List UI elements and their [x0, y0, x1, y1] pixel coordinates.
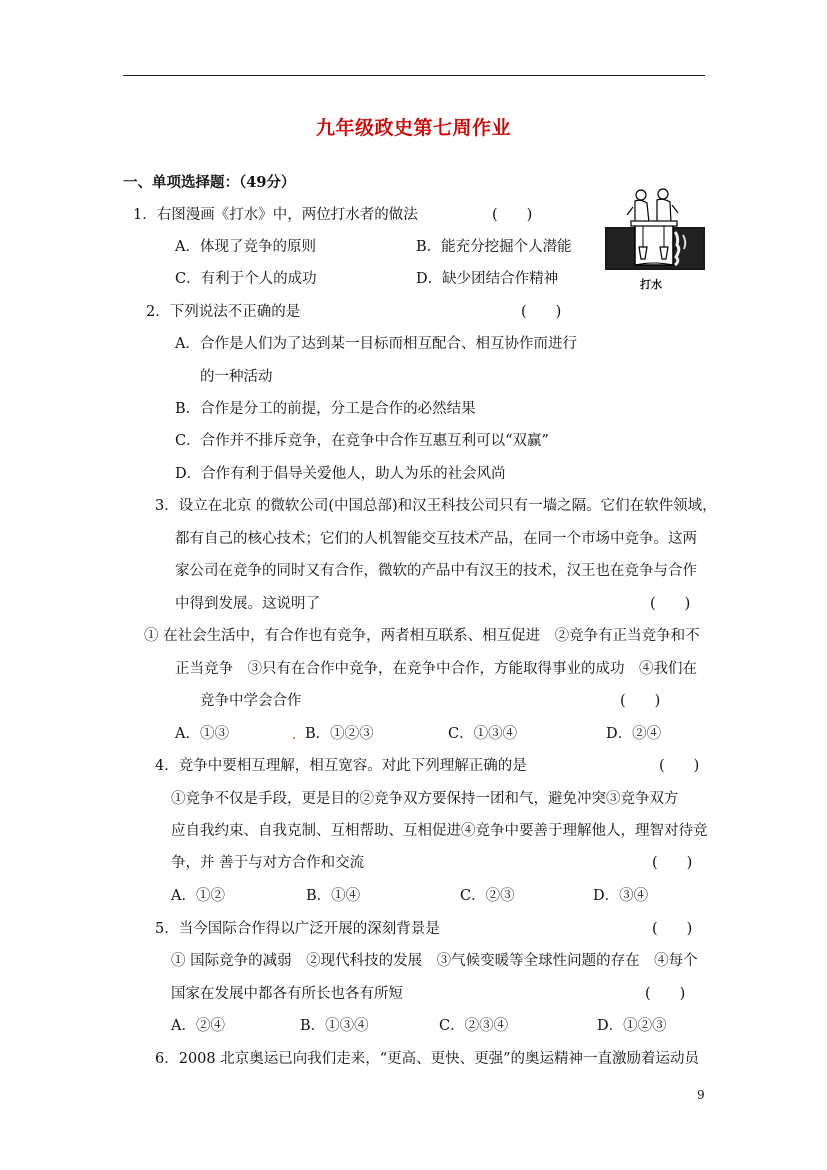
stray-dot — [293, 737, 295, 739]
question-4-stem: 4．竞争中要相互理解，相互宽容。对此下列理解正确的是 — [155, 758, 527, 774]
question-2-option-b: B．合作是分工的前提，分工是合作的必然结果 — [175, 401, 476, 417]
question-3-option-a: A．①③ — [175, 726, 229, 742]
water-fetching-cartoon-image — [605, 187, 705, 270]
question-3-statements-line3: 竞争中学会合作 — [200, 693, 302, 709]
question-2-option-a-line1: A．合作是人们为了达到某一目标而相互配合、相互协作而进行 — [175, 336, 577, 352]
question-4-option-d: D．③④ — [593, 888, 649, 904]
question-5-option-b: B．①③④ — [300, 1018, 369, 1034]
question-3-option-c: C．①③④ — [448, 726, 518, 742]
page-number: 9 — [697, 1088, 705, 1102]
question-4-line3: 争，并 善于与对方合作和交流 — [171, 855, 365, 871]
question-3-statements-paren: ( ) — [620, 693, 661, 709]
question-2-answer-paren: ( ) — [521, 304, 562, 320]
question-1-option-a: A．体现了竞争的原则 — [175, 239, 316, 255]
question-1-option-b: B．能充分挖掘个人潜能 — [416, 239, 572, 255]
question-3-line2: 都有自己的核心技术；它们的人机智能交互技术产品，在同一个市场中竞争。这两 — [175, 531, 697, 547]
question-1-answer-paren: ( ) — [492, 207, 533, 223]
question-3-line4: 中得到发展。这说明了 — [175, 596, 320, 612]
question-2-option-c: C．合作并不排斥竞争，在竞争中合作互惠互利可以“双赢” — [175, 433, 549, 449]
section-heading: 一、单项选择题：（49分） — [123, 174, 296, 191]
question-6-stem: 6．2008 北京奥运已向我们走来，“更高、更快、更强”的奥运精神一直激励着运动员 — [155, 1051, 700, 1067]
question-5-statements-paren: ( ) — [645, 986, 686, 1002]
question-5-stem: 5．当今国际合作得以广泛开展的深刻背景是 — [155, 921, 440, 937]
question-3-answer-paren: ( ) — [650, 596, 691, 612]
question-1-option-c: C．有利于个人的成功 — [175, 271, 317, 287]
question-4-line2: 应自我约束、自我克制、互相帮助、互相促进④竞争中要善于理解他人，理智对待竞 — [171, 823, 708, 839]
question-5-line2: 国家在发展中都各有所长也各有所短 — [171, 986, 403, 1002]
question-4-answer-paren: ( ) — [659, 758, 700, 774]
question-1-option-d: D．缺少团结合作精神 — [416, 271, 559, 287]
question-2-stem: 2．下列说法不正确的是 — [146, 304, 301, 320]
question-5-option-c: C．②③④ — [439, 1018, 509, 1034]
question-3-statements-line1: ① 在社会生活中，有合作也有竞争，两者相互联系、相互促进 ②竞争有正当竞争和不 — [144, 628, 700, 644]
question-4-option-c: C．②③ — [460, 888, 515, 904]
question-5-option-d: D．①②③ — [597, 1018, 667, 1034]
question-5-option-a: A．②④ — [171, 1018, 225, 1034]
question-5-answer-paren: ( ) — [652, 921, 693, 937]
page-title: 九年级政史第七周作业 — [315, 117, 511, 139]
question-2-option-d: D．合作有利于倡导关爱他人，助人为乐的社会风尚 — [175, 466, 506, 482]
header-rule — [123, 75, 705, 76]
question-3-option-b: B．①②③ — [305, 726, 374, 742]
question-4-option-a: A．①② — [171, 888, 225, 904]
question-4-option-b: B．①④ — [306, 888, 361, 904]
question-4-statements-paren: ( ) — [652, 855, 693, 871]
question-5-line1: ① 国际竞争的减弱 ②现代科技的发展 ③气候变暖等全球性问题的存在 ④每个 — [171, 953, 698, 969]
question-3-statements-line2: 正当竞争 ③只有在合作中竞争，在竞争中合作，方能取得事业的成功 ④我们在 — [175, 661, 697, 677]
question-3-line1: 3．设立在北京 的微软公司(中国总部)和汉王科技公司只有一墙之隔。它们在软件领域， — [155, 498, 717, 514]
question-1-stem: 1．右图漫画《打水》中，两位打水者的做法 — [133, 207, 418, 223]
cartoon-caption: 打水 — [640, 278, 662, 291]
question-4-line1: ①竞争不仅是手段，更是目的②竞争双方要保持一团和气，避免冲突③竞争双方 — [171, 791, 679, 807]
question-3-line3: 家公司在竞争的同时又有合作，微软的产品中有汉王的技术，汉王也在竞争与合作 — [175, 563, 697, 579]
question-2-option-a-line2: 的一种活动 — [200, 369, 273, 385]
question-3-option-d: D．②④ — [606, 726, 662, 742]
